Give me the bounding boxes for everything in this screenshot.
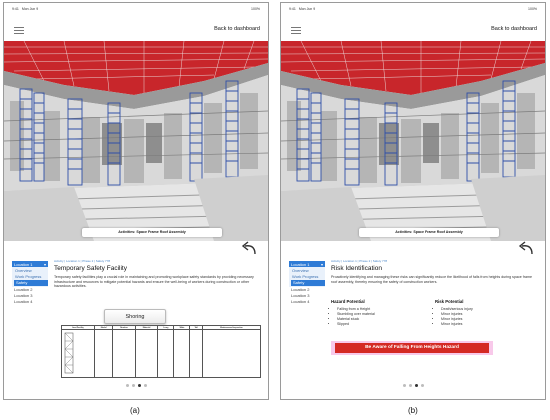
back-to-dashboard-link[interactable]: Back to dashboard — [214, 26, 260, 32]
caption-a: (a) — [130, 406, 140, 415]
page-title: Temporary Safety Facility — [54, 265, 127, 272]
table-cell-image — [62, 330, 95, 378]
ipad-screen-a — [3, 2, 269, 400]
caption-b: (b) — [408, 406, 418, 415]
chevron-down-icon: ▾ — [320, 261, 323, 267]
table-cell — [202, 330, 260, 378]
location-sidebar — [12, 261, 48, 305]
table-cell — [135, 330, 158, 378]
table-header: Model — [94, 326, 112, 330]
list-item: • Material stuck — [337, 317, 435, 322]
page-dot[interactable] — [409, 384, 412, 387]
construction-3d-model[interactable] — [281, 41, 545, 241]
undo-icon[interactable] — [240, 241, 258, 256]
risk-list — [435, 307, 539, 327]
table-header: Long — [158, 326, 174, 330]
page-dot[interactable] — [144, 384, 147, 387]
page-dot-active[interactable] — [415, 384, 418, 387]
sidebar-item-location4[interactable]: Location 4 — [291, 299, 310, 304]
hazard-list — [331, 307, 435, 327]
location-sidebar — [289, 261, 325, 305]
hazard-warning-label: Be Aware of Falling From Heights Hazard — [335, 343, 489, 353]
table-cell — [190, 330, 202, 378]
list-item: • Stumbling over material — [337, 312, 435, 317]
table-header: Wide — [174, 326, 190, 330]
list-item: • Minor injuries — [441, 317, 539, 322]
sidebar-item-label: Location 1 — [14, 261, 33, 267]
status-bar — [12, 7, 260, 13]
page-title: Risk Identification — [331, 265, 382, 272]
hazard-warning-button[interactable] — [331, 341, 493, 355]
activity-label: Activities: Space Frame Roof Assembly — [82, 228, 222, 237]
page-indicator — [4, 384, 268, 387]
description-text: Temporary safety facilities play a crucial role in maintaining and promoting workplace safety standards by providing necessary infrastructure and resources to mitigate potential hazards and ensure the well-being of workers during construction or other hazardous activities. — [54, 275, 254, 289]
status-bar — [289, 7, 537, 13]
menu-icon[interactable] — [14, 27, 24, 34]
sidebar-item-overview[interactable]: Overview — [292, 268, 309, 273]
content-area — [54, 259, 262, 289]
risk-heading: Risk Potential — [435, 299, 464, 304]
sidebar-item-safety[interactable]: Safety — [14, 280, 48, 286]
list-item: • Minor injuries — [441, 312, 539, 317]
page-dot[interactable] — [421, 384, 424, 387]
risk-columns — [331, 299, 539, 327]
table-header: Number — [113, 326, 136, 330]
sidebar-item-location2[interactable]: Location 2 — [291, 287, 310, 292]
list-item: • Falling from a Height — [337, 307, 435, 312]
construction-3d-model[interactable] — [4, 41, 268, 241]
sidebar-item-work-progress[interactable]: Work Progress — [15, 274, 42, 279]
shoring-button[interactable]: Shoring — [104, 309, 166, 324]
risk-column — [435, 299, 539, 327]
table-row — [62, 330, 261, 378]
status-date: Mon Jun 9 — [298, 7, 316, 11]
table-cell — [113, 330, 136, 378]
hazard-heading: Hazard Potential — [331, 299, 365, 304]
list-item: • Minor injuries — [441, 322, 539, 327]
content-area — [331, 259, 539, 284]
sidebar-item-overview[interactable]: Overview — [15, 268, 32, 273]
breadcrumb[interactable]: Activity | Location 1 | Phase 2 | Safety 778 — [54, 259, 111, 263]
status-time: 9:41 — [289, 7, 296, 11]
sidebar-item-location4[interactable]: Location 4 — [14, 299, 33, 304]
back-to-dashboard-link[interactable]: Back to dashboard — [491, 26, 537, 32]
status-time: 9:41 — [12, 7, 19, 11]
status-battery: 100% — [528, 7, 537, 11]
sidebar-item-label: Location 1 — [291, 261, 310, 267]
list-item: • Slipped — [337, 322, 435, 327]
sidebar-item-safety[interactable]: Safety — [291, 280, 325, 286]
sidebar-submenu — [289, 267, 325, 287]
sidebar-item-location3[interactable]: Location 3 — [291, 293, 310, 298]
page-dot-active[interactable] — [138, 384, 141, 387]
undo-icon[interactable] — [517, 241, 535, 256]
chevron-down-icon: ▾ — [43, 261, 46, 267]
status-battery: 100% — [251, 7, 260, 11]
table-header: Material — [135, 326, 158, 330]
inspection-table — [61, 325, 261, 378]
page-indicator — [281, 384, 545, 387]
sidebar-submenu — [12, 267, 48, 287]
hazard-column — [331, 299, 435, 327]
sidebar-item-work-progress[interactable]: Work Progress — [292, 274, 319, 279]
table-cell — [158, 330, 174, 378]
table-cell — [94, 330, 112, 378]
scaffold-thumbnail — [63, 331, 75, 375]
activity-label: Activities: Space Frame Roof Assembly — [359, 228, 499, 237]
table-header: Maintenance/Inspection — [202, 326, 260, 330]
page-dot[interactable] — [132, 384, 135, 387]
breadcrumb[interactable]: Activity | Location 1 | Phase 2 | Safety 778 — [331, 259, 388, 263]
table-header: Tall — [190, 326, 202, 330]
status-date: Mon Jun 9 — [21, 7, 39, 11]
table-header: Item/Facility — [62, 326, 95, 330]
sidebar-item-location3[interactable]: Location 3 — [14, 293, 33, 298]
menu-icon[interactable] — [291, 27, 301, 34]
ipad-screen-b — [280, 2, 546, 400]
description-text: Proactively identifying and managing these risks can significantly reduce the likelihood of falls from heights during space frame roof assembly, thereby ensuring the safety of construction workers. — [331, 275, 532, 284]
table-cell — [174, 330, 190, 378]
list-item: • Death/serious injury — [441, 307, 539, 312]
page-dot[interactable] — [126, 384, 129, 387]
page-dot[interactable] — [403, 384, 406, 387]
sidebar-item-location2[interactable]: Location 2 — [14, 287, 33, 292]
